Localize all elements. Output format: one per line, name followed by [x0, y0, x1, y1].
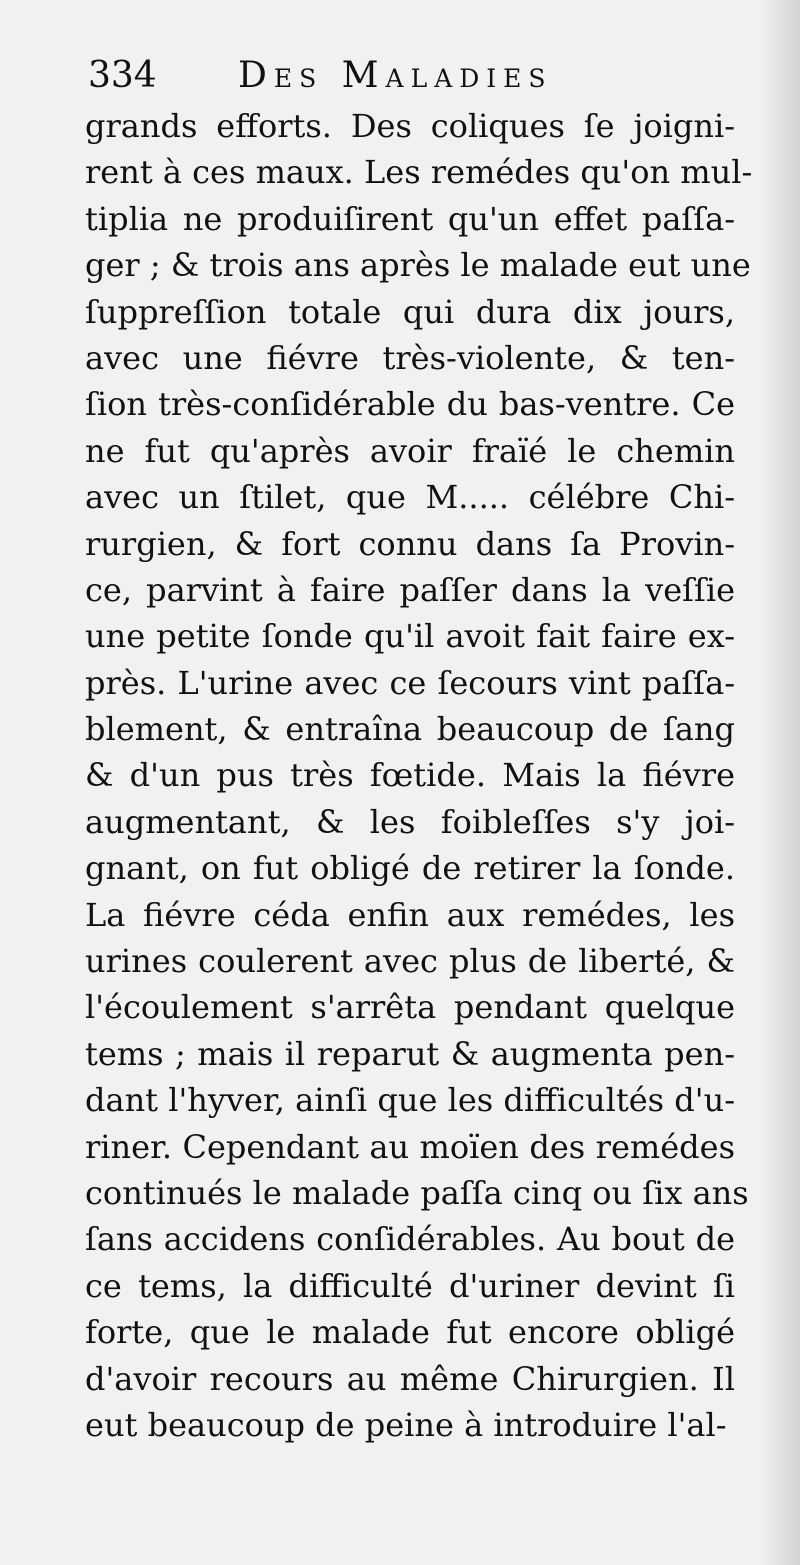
text-line: rurgien, & fort connu dans ſa Provin-: [85, 524, 735, 563]
text-line: eut beaucoup de peine à introduire l'al-: [85, 1405, 727, 1444]
text-line: forte, que le malade fut encore obligé: [85, 1313, 735, 1352]
page-number: 334: [88, 55, 157, 96]
text-line: rent à ces maux. Les remédes qu'on mul-: [85, 153, 753, 192]
text-line: grands efforts. Des coliques ſe joigni-: [85, 107, 735, 145]
text-line: tems ; mais il reparut & augmenta pen-: [85, 1034, 735, 1073]
text-line: ger ; & trois ans après le malade eut une: [85, 246, 751, 285]
text-line: dant l'hyver, ainſi que les difficultés d'u-: [85, 1081, 735, 1120]
text-line: continués le malade paſſa cinq ou ſix ans: [85, 1173, 749, 1212]
text-line: blement, & entraîna beaucoup de ſang: [85, 710, 735, 749]
text-line: avec une fiévre très-violente, & ten-: [85, 338, 735, 377]
text-line: une petite ſonde qu'il avoit fait faire ex-: [85, 617, 735, 656]
text-line: ce tems, la difficulté d'uriner devint ſi: [85, 1266, 735, 1305]
text-line: gnant, on fut obligé de retirer la ſonde.: [85, 849, 735, 888]
text-line: ſuppreſſion totale qui dura dix jours,: [85, 292, 735, 331]
text-line: & d'un pus très fœtide. Mais la fiévre: [85, 756, 735, 795]
text-line: ce, parvint à faire paſſer dans la veſſie: [85, 570, 735, 609]
text-line: ne fut qu'après avoir fraïé le chemin: [85, 431, 735, 470]
text-line: riner. Cependant au moïen des remédes: [85, 1127, 735, 1166]
text-line: l'écoulement s'arrêta pendant quelque: [85, 988, 735, 1027]
text-line: avec un ſtilet, que M..... célébre Chi-: [85, 478, 735, 517]
page-edge-shadow: [760, 0, 800, 1565]
page-header: [88, 52, 648, 100]
text-line: urines coulerent avec plus de liberté, &: [85, 942, 735, 981]
text-line: La fiévre céda enfin aux remédes, les: [85, 895, 735, 934]
text-line: près. L'urine avec ce ſecours vint paſſa-: [85, 663, 735, 702]
text-line: augmentant, & les foibleſſes s'y joi-: [85, 802, 735, 841]
text-line: ſion très-conſidérable du bas-ventre. Ce: [85, 385, 735, 424]
text-line: ſans accidens conſidérables. Au bout de: [85, 1220, 735, 1259]
body-text: [85, 103, 753, 1448]
text-line: tiplia ne produiſirent qu'un effet paſſa-: [85, 199, 735, 238]
running-title: Des Maladies: [238, 55, 553, 96]
text-line: d'avoir recours au même Chirurgien. Il: [85, 1359, 735, 1398]
